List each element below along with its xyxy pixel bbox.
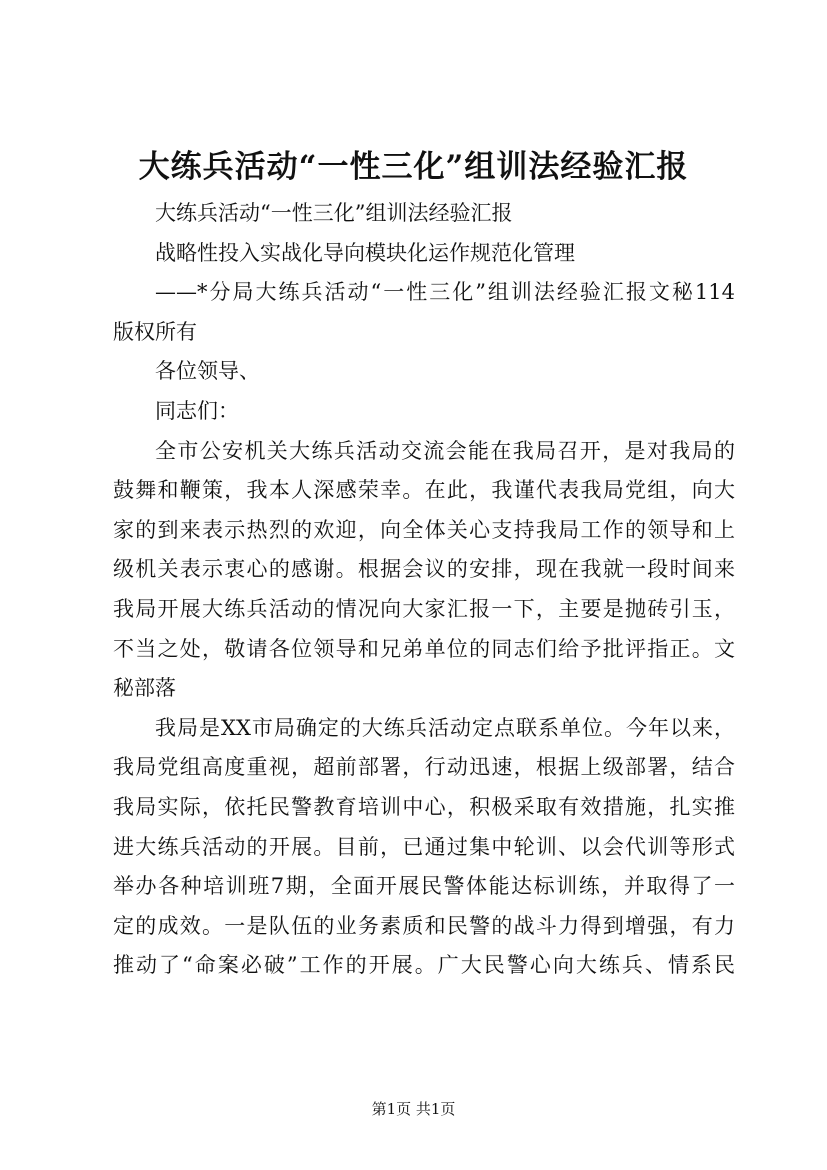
paragraph-line: 级机关表示衷心的感谢。根据会议的安排，现在我就一段时间来	[113, 557, 735, 582]
paragraph-line: 进大练兵活动的开展。目前，已通过集中轮训、以会代训等形式	[113, 834, 735, 859]
subtitle-line: 大练兵活动“一性三化”组训法经验汇报	[155, 201, 513, 225]
document-body	[113, 194, 735, 986]
paragraph-line: 秘部落	[113, 676, 176, 701]
paragraph-line: 鼓舞和鞭策，我本人深感荣幸。在此，我谨代表我局党组，向大	[113, 478, 735, 503]
paragraph-line: 家的到来表示热烈的欢迎，向全体关心支持我局工作的领导和上	[113, 517, 735, 542]
paragraph-line: 不当之处，敬请各位领导和兄弟单位的同志们给予批评指正。文	[113, 636, 735, 661]
paragraph-line: 举办各种培训班7期，全面开展民警体能达标训练，并取得了一	[113, 874, 735, 899]
paragraph-line: 我局是XX市局确定的大练兵活动定点联系单位。今年以来，	[155, 715, 735, 740]
paragraph-line: 全市公安机关大练兵活动交流会能在我局召开，是对我局的	[155, 438, 735, 463]
paragraph-line: 我局党组高度重视，超前部署，行动迅速，根据上级部署，结合	[113, 755, 735, 780]
paragraph-line: 定的成效。一是队伍的业务素质和民警的战斗力得到增强，有力	[113, 913, 735, 938]
subtitle-line: 战略性投入实战化导向模块化运作规范化管理	[155, 240, 575, 265]
byline-line: 版权所有	[113, 319, 197, 344]
salutation-line: 各位领导、	[155, 359, 260, 384]
paragraph-line: 我局开展大练兵活动的情况向大家汇报一下，主要是抛砖引玉，	[113, 596, 735, 621]
paragraph-line: 推动了“命案必破”工作的开展。广大民警心向大练兵、情系民	[113, 953, 735, 978]
document-title: 大练兵活动“一性三化”组训法经验汇报	[138, 149, 689, 185]
paragraph-line: 我局实际，依托民警教育培训中心，积极采取有效措施，扎实推	[113, 794, 735, 819]
page-footer: 第1页 共1页	[371, 1100, 456, 1118]
byline-line: ——*分局大练兵活动“一性三化”组训法经验汇报文秘114	[155, 280, 735, 305]
salutation-line: 同志们：	[155, 398, 239, 423]
